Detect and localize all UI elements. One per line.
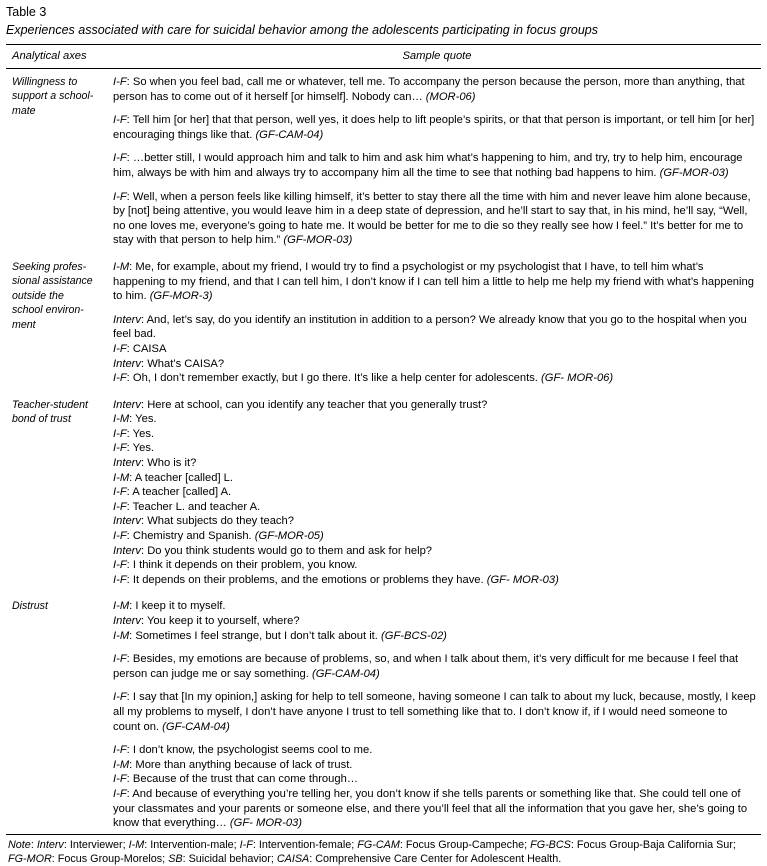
- emphasis-run: (GF- MOR-03): [486, 573, 559, 586]
- text-run: : Here at school, can you identify any teacher that you generally trust?: [140, 398, 488, 411]
- text-run: :: [30, 838, 37, 851]
- quote-paragraph: [113, 313, 757, 386]
- axis-label-line: ment: [12, 318, 36, 331]
- emphasis-run: (GF-CAM-04): [162, 720, 230, 733]
- quote-list: [113, 599, 761, 830]
- text-run: : I keep it to myself.: [129, 600, 226, 613]
- text-run: : Teacher L. and teacher A.: [126, 500, 261, 513]
- quote-line: [113, 412, 757, 427]
- emphasis-run: I-F: [113, 442, 127, 455]
- emphasis-run: I-M: [113, 629, 130, 642]
- quote-paragraph: [113, 75, 757, 104]
- quote-line: [113, 558, 757, 573]
- emphasis-run: FG-BCS: [530, 838, 571, 851]
- quote-line: [113, 260, 757, 304]
- quote-line: [113, 371, 757, 386]
- text-run: : Yes.: [126, 427, 155, 440]
- emphasis-run: I-F: [113, 573, 127, 586]
- text-run: : Because of the trust that can come through…: [126, 773, 359, 786]
- emphasis-run: Interv: [113, 515, 141, 528]
- emphasis-run: I-M: [113, 471, 130, 484]
- text-run: : Oh, I don’t remember exactly, but I go there. It’s like a help center for adolescents.: [126, 372, 542, 385]
- quote-line: [113, 500, 757, 515]
- emphasis-run: I-F: [113, 787, 127, 800]
- quote-paragraph: [113, 599, 757, 643]
- text-run: : Yes.: [129, 413, 157, 426]
- quote-line: [113, 485, 757, 500]
- quote-line: [113, 529, 757, 544]
- emphasis-run: I-F: [113, 691, 127, 704]
- table-row: [6, 398, 761, 588]
- text-run: : Focus Group-Campeche;: [399, 838, 531, 851]
- table-row: [6, 599, 761, 830]
- quote-line: [113, 758, 757, 773]
- emphasis-run: I-F: [113, 152, 127, 165]
- emphasis-run: Interv: [36, 838, 64, 851]
- axis-label-line: bond of trust: [12, 413, 71, 426]
- text-run: : Focus Group-Morelos;: [51, 852, 169, 865]
- emphasis-run: I-F: [113, 427, 127, 440]
- emphasis-run: I-M: [113, 758, 130, 771]
- quote-line: [113, 357, 757, 372]
- table-caption: Experiences associated with care for suicidal behavior among the adolescents participating in focus groups: [6, 23, 598, 37]
- text-run: : Besides, my emotions are because of problems, so, and when I talk about them, it’s very difficult for me because I feel that person can judge me or say something.: [113, 653, 739, 680]
- table-header-row: [6, 45, 761, 68]
- text-run: : Interviewer;: [63, 838, 129, 851]
- text-run: : CAISA: [126, 342, 167, 355]
- text-run: : Who is it?: [140, 457, 197, 470]
- text-run: : Me, for example, about my friend, I would try to find a psychologist or my psychologist that I have, to tell him what’s happening to my friend, and that I can tell him, I don’t know if I can tell him a little to help me help my friend with what’s happening to him.: [113, 260, 754, 303]
- quote-line: [113, 471, 757, 486]
- emphasis-run: I-M: [113, 260, 130, 273]
- emphasis-run: Interv: [113, 357, 141, 370]
- quote-paragraph: [113, 151, 757, 180]
- emphasis-run: (GF- MOR-06): [541, 372, 614, 385]
- table-body: [6, 69, 761, 831]
- emphasis-run: (GF-CAM-04): [255, 128, 324, 141]
- quote-line: [113, 427, 757, 442]
- text-run: : And because of everything you’re telling her, you don’t know if she tells parents or something like that. She could tell one of your classmates and your parents or someone else, and there you’ll feel that all the information that you gave her, she’s going to know that everything…: [113, 787, 748, 830]
- quote-paragraph: [113, 652, 757, 681]
- note-text: [6, 835, 761, 866]
- axis-label-line: Teacher-student: [12, 398, 88, 411]
- quote-list: [113, 260, 761, 386]
- quote-line: [113, 599, 757, 614]
- column-header-sample-quote: Sample quote: [402, 50, 472, 62]
- quote-line: [113, 772, 757, 787]
- emphasis-run: (GF-MOR-3): [149, 290, 213, 303]
- emphasis-run: I-F: [113, 773, 127, 786]
- axis-label: [6, 260, 113, 386]
- quote-list: [113, 75, 761, 248]
- text-run: : …better still, I would approach him and talk to him and ask him what’s happening to him, and try, try to help him, encourage him, always be with him and always try to accompany him all the time to see that nothing bad happens to him.: [113, 152, 743, 179]
- text-run: : Intervention-male;: [144, 838, 240, 851]
- emphasis-run: I-F: [113, 653, 127, 666]
- emphasis-run: I-M: [113, 413, 130, 426]
- emphasis-run: FG-MOR: [8, 852, 52, 865]
- table-row: [6, 75, 761, 248]
- quote-line: [113, 75, 757, 104]
- text-run: : A teacher [called] A.: [126, 486, 232, 499]
- quote-paragraph: [113, 743, 757, 831]
- quote-paragraph: [113, 190, 757, 248]
- emphasis-run: (GF-MOR-03): [283, 234, 353, 247]
- text-run: : Focus Group-Baja California Sur;: [570, 838, 736, 851]
- emphasis-run: I-F: [113, 342, 127, 355]
- quote-line: [113, 629, 757, 644]
- emphasis-run: Interv: [113, 457, 141, 470]
- quote-line: [113, 787, 757, 831]
- emphasis-run: I-F: [113, 744, 127, 757]
- quote-line: [113, 190, 757, 248]
- axis-label-line: Seeking profes-: [12, 260, 87, 273]
- emphasis-run: I-F: [113, 190, 127, 203]
- emphasis-run: (MOR-06): [425, 90, 476, 103]
- text-run: : And, let’s say, do you identify an institution in addition to a person? We already know that you go to the hospital when you feel bad.: [113, 313, 747, 341]
- emphasis-run: I-F: [113, 559, 127, 572]
- quote-line: [113, 514, 757, 529]
- axis-label-line: support a school-: [12, 90, 94, 103]
- text-run: : Suicidal behavior;: [182, 852, 277, 865]
- axis-label: [6, 398, 113, 588]
- emphasis-run: (GF-BCS-02): [381, 629, 447, 642]
- emphasis-run: Interv: [113, 398, 141, 411]
- axis-label-line: Willingness to: [12, 76, 78, 88]
- emphasis-run: I-M: [113, 600, 130, 613]
- quote-paragraph: [113, 113, 757, 142]
- text-run: : Tell him [or her] that that person, well yes, it does help to lift people’s spirits, or that that person is important, or tell him [or her] encouraging things like that.: [113, 114, 755, 141]
- text-run: : Well, when a person feels like killing himself, it’s better to stay there all the time with him and never leave him alone because, by [not] being attentive, you would leave him in a deep state of depression, and he’ll start to say that, in his mind, he’ll say, “Well, no one loves me, everyone’s going to hate me. It would be better for me to die so they really see how I feel.” It’s better for me to stay with that person to help him.”: [113, 190, 751, 247]
- emphasis-run: I-F: [113, 114, 127, 127]
- quote-paragraph: [113, 398, 757, 588]
- text-run: : More than anything because of lack of trust.: [129, 758, 353, 771]
- text-run: : A teacher [called] L.: [129, 471, 234, 484]
- emphasis-run: I-F: [113, 486, 127, 499]
- quote-line: [113, 398, 757, 413]
- emphasis-run: Interv: [113, 544, 141, 557]
- axis-label-line: mate: [12, 104, 36, 117]
- emphasis-run: Interv: [113, 313, 141, 326]
- quote-line: [113, 690, 757, 734]
- text-run: : I say that [In my opinion,] asking for help to tell someone, having someone I can talk to about my luck, because, mostly, I keep all my problems to myself, I don’t have anyone I trust to tell something like that to. I don’t know if, if I would need someone to count on.: [113, 691, 756, 733]
- quote-line: [113, 652, 757, 681]
- text-run: : I don’t know, the psychologist seems cool to me.: [126, 744, 373, 757]
- column-header-analytical-axes: Analytical axes: [12, 50, 87, 62]
- text-run: : Do you think students would go to them and ask for help?: [140, 544, 433, 557]
- table-number-label: Table 3: [6, 5, 47, 19]
- quote-line: [113, 456, 757, 471]
- text-run: : It depends on their problems, and the emotions or problems they have.: [126, 573, 487, 586]
- quote-line: [113, 743, 757, 758]
- emphasis-run: Note: [8, 838, 31, 851]
- emphasis-run: FG-CAM: [357, 838, 400, 851]
- quote-line: [113, 151, 757, 180]
- axis-label-line: school environ-: [12, 304, 84, 317]
- text-run: : So when you feel bad, call me or whatever, tell me. To accompany the person because the person, more than anything, that person has to come out of it herself [or himself]. Nobody can…: [113, 76, 745, 103]
- quote-line: [113, 313, 757, 342]
- quote-list: [113, 398, 761, 588]
- emphasis-run: SB: [168, 852, 183, 865]
- emphasis-run: (GF-CAM-04): [312, 667, 380, 680]
- emphasis-run: (GF-MOR-03): [659, 166, 729, 179]
- axis-label-line: sional assistance: [12, 275, 93, 288]
- emphasis-run: Interv: [113, 615, 141, 627]
- text-run: : Comprehensive Care Center for Adolescent Health.: [309, 852, 562, 865]
- quote-line: [113, 544, 757, 559]
- emphasis-run: I-M: [128, 838, 145, 851]
- table-row: [6, 260, 761, 386]
- emphasis-run: I-F: [113, 76, 127, 88]
- text-run: : Yes.: [126, 442, 155, 455]
- emphasis-run: I-F: [113, 372, 127, 385]
- quote-paragraph: [113, 690, 757, 734]
- emphasis-run: I-F: [113, 500, 127, 513]
- emphasis-run: I-F: [113, 530, 127, 543]
- text-run: : Sometimes I feel strange, but I don’t talk about it.: [129, 629, 382, 642]
- quote-paragraph: [113, 260, 757, 304]
- quote-line: [113, 441, 757, 456]
- axis-label-line: outside the: [12, 289, 64, 302]
- axis-label: [6, 599, 113, 830]
- text-run: : Chemistry and Spanish.: [126, 530, 255, 543]
- quote-line: [113, 342, 757, 357]
- text-run: : You keep it to yourself, where?: [140, 615, 300, 627]
- text-run: : I think it depends on their problem, you know.: [126, 559, 358, 572]
- quote-line: [113, 113, 757, 142]
- text-run: : What subjects do they teach?: [140, 515, 294, 528]
- axis-label: [6, 75, 113, 248]
- quote-line: [113, 614, 757, 629]
- emphasis-run: CAISA: [276, 852, 310, 865]
- emphasis-run: (GF- MOR-03): [229, 817, 302, 830]
- emphasis-run: I-F: [239, 838, 253, 851]
- text-run: : What’s CAISA?: [140, 357, 225, 370]
- emphasis-run: (GF-MOR-05): [254, 530, 324, 543]
- quote-line: [113, 573, 757, 588]
- text-run: : Intervention-female;: [252, 838, 358, 851]
- axis-label-line: Distrust: [12, 600, 48, 613]
